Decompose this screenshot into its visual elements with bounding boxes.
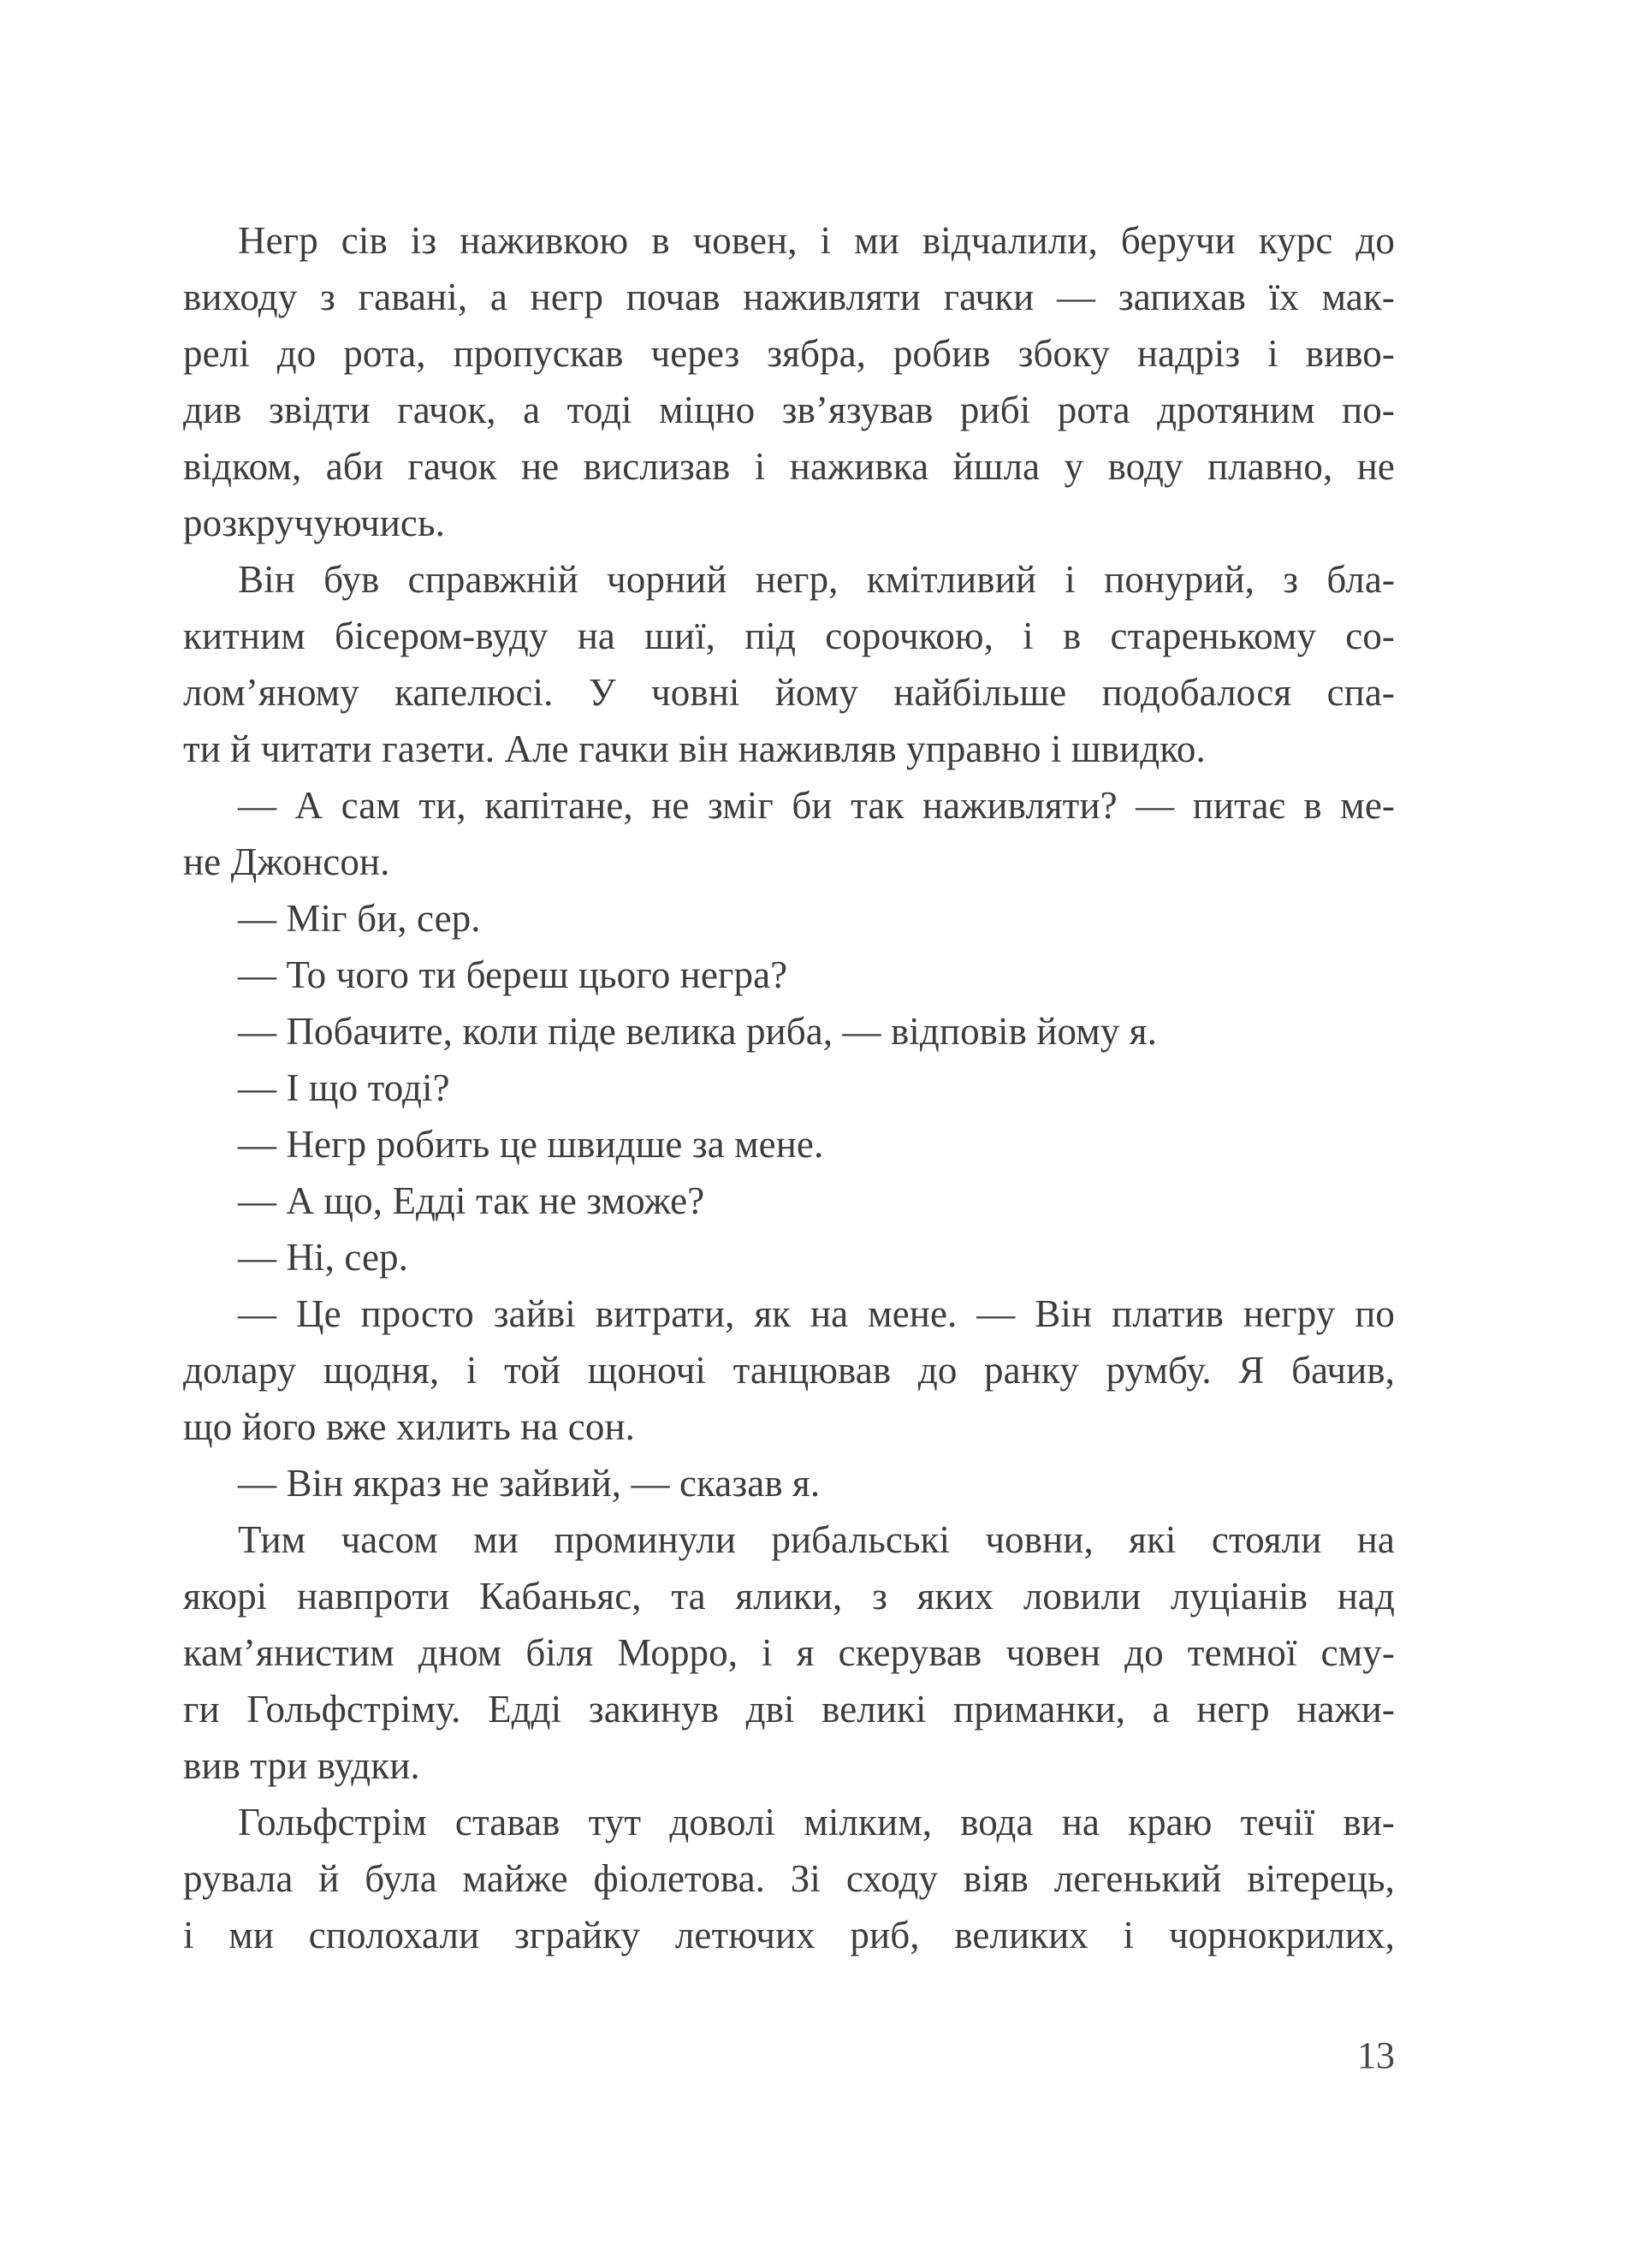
text-line: — Він якраз не зайвий, — сказав я. <box>238 1462 821 1505</box>
text-line: релі до рота, пропускав через зябра, робив збоку надріз і виво- <box>183 332 1395 375</box>
text-line: китним бісером-вуду на шиї, під сорочкою, і в старенькому со- <box>183 614 1395 657</box>
text-line: Негр сів із наживкою в човен, і ми відчалили, беручи курс до <box>238 219 1395 262</box>
text-line: не Джонсон. <box>183 840 390 883</box>
text-line: ги Гольфстріму. Едді закинув дві великі приманки, а негр нажи- <box>183 1688 1395 1731</box>
text-line: кам’янистим дном біля Морро, і я скерував човен до темної сму- <box>183 1631 1395 1674</box>
text-line: — Побачите, коли піде велика риба, — відповів йому я. <box>238 1010 1157 1053</box>
text-line: див звідти гачок, а тоді міцно зв’язував рибі рота дротяним по- <box>183 389 1395 431</box>
text-line: — Міг би, сер. <box>238 897 481 940</box>
text-line: — Ні, сер. <box>238 1236 408 1279</box>
text-line: — Це просто зайві витрати, як на мене. — Він платив негру по <box>238 1292 1395 1335</box>
text-line: Гольфстрім ставав тут доволі мілким, вода на краю течії ви- <box>238 1801 1395 1843</box>
text-line: Він був справжній чорний негр, кмітливий і понурий, з бла- <box>238 558 1395 601</box>
text-line: Тим часом ми проминули рибальські човни, які стояли на <box>238 1518 1395 1561</box>
text-line: — А що, Едді так не зможе? <box>238 1179 705 1222</box>
text-line: і ми сполохали зграйку летючих риб, великих і чорнокрилих, <box>183 1914 1395 1956</box>
text-line: виходу з гавані, а негр почав наживляти гачки — запихав їх мак- <box>183 276 1395 318</box>
text-line: лом’яному капелюсі. У човні йому найбільше подобалося спа- <box>183 671 1395 714</box>
text-line: відком, аби гачок не вислизав і наживка йшла у воду плавно, не <box>183 445 1395 488</box>
text-line: — То чого ти береш цього негра? <box>238 953 788 996</box>
text-line: — А сам ти, капітане, не зміг би так наживляти? — питає в ме- <box>238 784 1395 827</box>
text-line: вив три вудки. <box>183 1744 420 1787</box>
text-line: ти й читати газети. Але гачки він наживляв управно і швидко. <box>183 727 1206 770</box>
body-text <box>183 212 1395 1963</box>
text-line: що його вже хилить на сон. <box>183 1405 636 1448</box>
text-line: долару щодня, і той щоночі танцював до ранку румбу. Я бачив, <box>183 1349 1395 1392</box>
text-line: рувала й була майже фіолетова. Зі сходу віяв легенький вітерець, <box>183 1857 1395 1900</box>
text-line: розкручуючись. <box>183 502 445 544</box>
text-line: — І що тоді? <box>238 1066 450 1109</box>
text-line: якорі навпроти Кабаньяс, та ялики, з яких ловили луціанів над <box>183 1575 1395 1618</box>
text-line: — Негр робить це швидше за мене. <box>238 1123 824 1166</box>
page-number: 13 <box>1357 2034 1395 2076</box>
